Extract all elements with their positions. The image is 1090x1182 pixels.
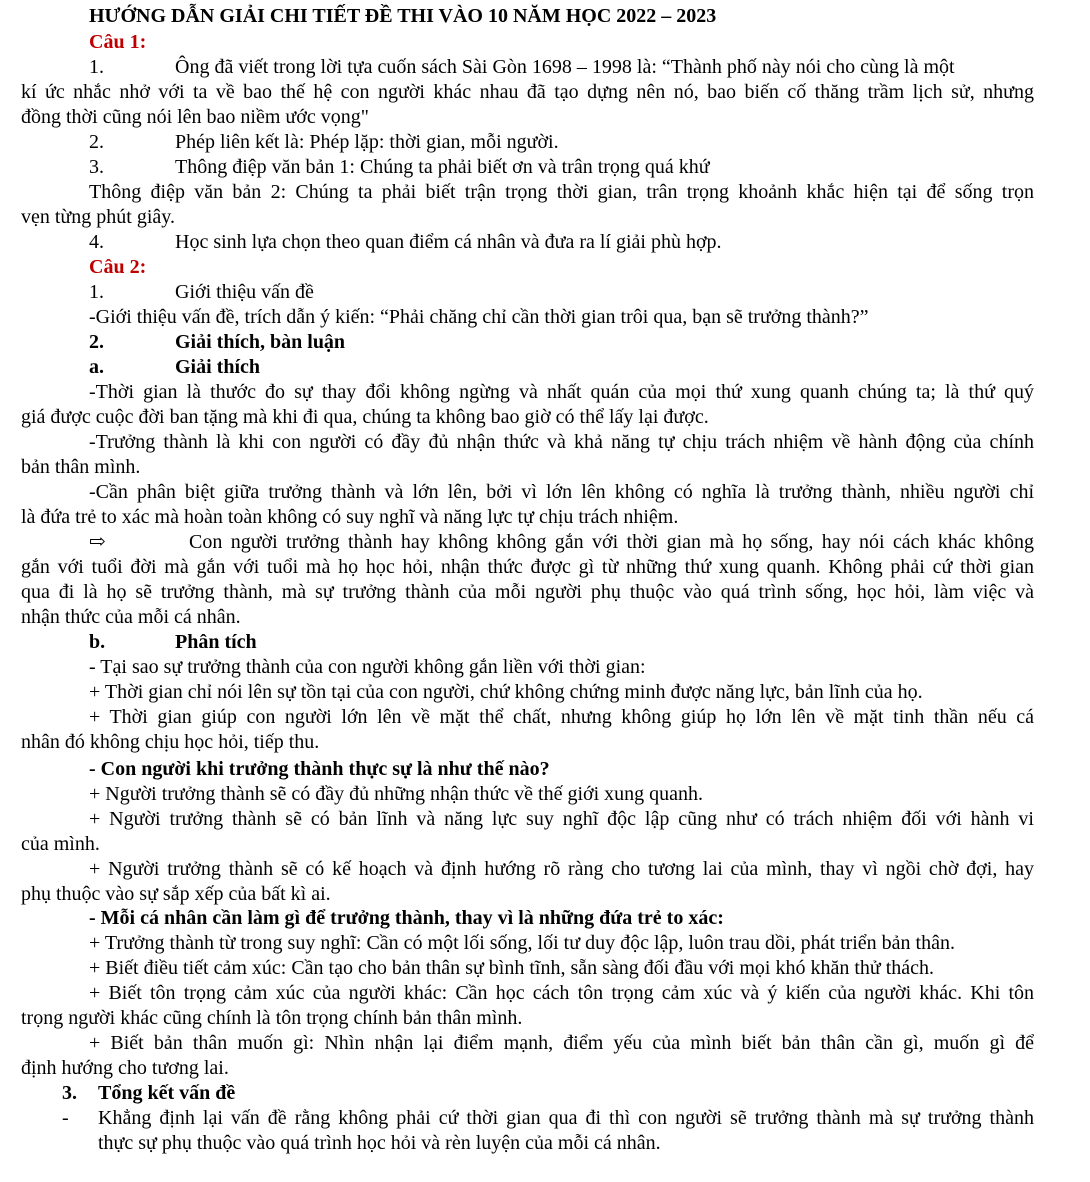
document-title: HƯỚNG DẪN GIẢI CHI TIẾT ĐỀ THI VÀO 10 NĂM HỌC 2022 – 2023: [89, 5, 717, 27]
q2-section-1-text: -Giới thiệu vấn đề, trích dẫn ý kiến: “Phải chăng chỉ cần thời gian trôi qua, bạn sẽ trưởng thành?”: [89, 306, 869, 328]
q2-b3d-line-2: định hướng cho tương lai.: [21, 1057, 229, 1079]
q2-b2c-line-1: + Người trưởng thành sẽ có kế hoạch và định hướng rõ ràng cho tương lai của mình, thay vì ngồi chờ đợi, hay: [89, 858, 1034, 880]
question-1-heading: Câu 1:: [89, 31, 147, 53]
q2-b1b-line-2: nhân đó không chịu học hỏi, tiếp thu.: [21, 731, 320, 753]
q2-s3-line-2: thực sự phụ thuộc vào quá trình học hỏi và rèn luyện của mỗi cá nhân.: [98, 1132, 661, 1154]
q2-subsection-b-title: Phân tích: [175, 631, 257, 653]
q1-item-4-number: 4.: [89, 231, 104, 253]
bullet-dash: -: [62, 1107, 69, 1129]
q2-section-1-title: Giới thiệu vấn đề: [175, 281, 314, 303]
q2-a4-line-3: qua đi là họ sẽ trưởng thành, mà sự trưởng thành của mỗi người phụ thuộc vào quá trình sống, học hỏi, làm việc và: [21, 581, 1034, 603]
q2-b3d-line-1: + Biết bản thân muốn gì: Nhìn nhận lại điểm mạnh, điểm yếu của mình biết bản thân cần gì, muốn gì để: [89, 1032, 1034, 1054]
q2-a1-line-1: -Thời gian là thước đo sự thay đổi không ngừng và nhất quán của mọi thứ xung quanh chúng ta; là thứ quý: [89, 381, 1034, 403]
q2-b3a: + Trưởng thành từ trong suy nghĩ: Cần có một lối sống, lối tư duy độc lập, luôn trau dồi, phát triển bản thân.: [89, 932, 955, 954]
q1-item-1-number: 1.: [89, 56, 104, 78]
q1-item-3b-line-2: vẹn từng phút giây.: [21, 206, 175, 228]
q2-b2: - Con người khi trưởng thành thực sự là như thế nào?: [89, 758, 550, 780]
q2-b3c-line-2: trọng người khác cũng chính là tôn trọng chính bản thân mình.: [21, 1007, 523, 1029]
q2-a4-line-1: Con người trưởng thành hay không không gắn với thời gian mà họ sống, hay nói cách khác không: [189, 531, 1034, 553]
q2-a4-line-4: nhận thức của mỗi cá nhân.: [21, 606, 241, 628]
q2-b1a: + Thời gian chỉ nói lên sự tồn tại của con người, chứ không chứng minh được năng lực, bản lĩnh của họ.: [89, 681, 923, 703]
q2-a2-line-1: -Trưởng thành là khi con người có đầy đủ nhận thức và khả năng tự chịu trách nhiệm về hành động của chính: [89, 431, 1034, 453]
q2-a3-line-2: là đứa trẻ to xác mà hoàn toàn không có suy nghĩ và năng lực tự chịu trách nhiệm.: [21, 506, 679, 528]
q1-item-3-text: Thông điệp văn bản 1: Chúng ta phải biết ơn và trân trọng quá khứ: [175, 156, 710, 178]
q2-subsection-b-letter: b.: [89, 631, 106, 653]
q1-item-2-number: 2.: [89, 131, 104, 153]
q2-b2b-line-1: + Người trưởng thành sẽ có bản lĩnh và năng lực suy nghĩ độc lập cũng như có trách nhiệm đối với hành vi: [89, 808, 1034, 830]
q2-section-1-number: 1.: [89, 281, 104, 303]
q2-subsection-a-title: Giải thích: [175, 356, 261, 378]
q1-item-2-text: Phép liên kết là: Phép lặp: thời gian, mỗi người.: [175, 131, 559, 153]
question-2-heading: Câu 2:: [89, 256, 147, 278]
q2-s3-line-1: Khẳng định lại vấn đề rằng không phải cứ thời gian qua đi thì con người sẽ trưởng thành mà sự trưởng thành: [98, 1107, 1034, 1129]
q2-a3-line-1: -Cần phân biệt giữa trưởng thành và lớn lên, bởi vì lớn lên không có nghĩa là trưởng thành, nhiều người chỉ: [89, 481, 1034, 503]
q2-a4-line-2: gắn với tuổi đời mà gắn với tuổi mà họ học hỏi, nhận thức được gì từ những thứ xung quanh. Không phải cứ thời gian: [21, 556, 1034, 578]
q2-b3c-line-1: + Biết tôn trọng cảm xúc của người khác: Cần học cách tôn trọng cảm xúc và ý kiến của người khác. Khi tôn: [89, 982, 1034, 1004]
q2-b1: - Tại sao sự trưởng thành của con người không gắn liền với thời gian:: [89, 656, 646, 678]
q1-item-3-number: 3.: [89, 156, 104, 178]
q1-item-1-line-3: đồng thời cũng nói lên bao niềm ước vọng": [21, 106, 369, 128]
q2-b3b: + Biết điều tiết cảm xúc: Cần tạo cho bản thân sự bình tĩnh, sẵn sàng đối đầu với mọi khó khăn thử thách.: [89, 957, 935, 979]
q2-a2-line-2: bản thân mình.: [21, 456, 141, 478]
q2-b2b-line-2: của mình.: [21, 833, 100, 855]
q2-b2c-line-2: phụ thuộc vào sự sắp xếp của bất kì ai.: [21, 883, 331, 905]
q2-b2a: + Người trưởng thành sẽ có đầy đủ những nhận thức về thế giới xung quanh.: [89, 783, 704, 805]
q1-item-1-line-2: kí ức nhắc nhở với ta về bao thế hệ con người khác nhau đã tạo dựng nên nó, bao biến cố thăng trầm lịch sử, nhưng: [21, 81, 1034, 103]
q2-section-3-title: Tổng kết vấn đề: [98, 1082, 236, 1104]
q2-section-3-number: 3.: [62, 1082, 77, 1104]
q2-b3: - Mỗi cá nhân cần làm gì để trưởng thành, thay vì là những đứa trẻ to xác:: [89, 907, 724, 929]
q2-section-2-number: 2.: [89, 331, 104, 353]
q1-item-1-line-1: Ông đã viết trong lời tựa cuốn sách Sài Gòn 1698 – 1998 là: “Thành phố này nói cho cùng là một: [175, 56, 955, 78]
q2-subsection-a-letter: a.: [89, 356, 104, 378]
arrow-icon: ⇨: [89, 531, 106, 553]
q1-item-4-text: Học sinh lựa chọn theo quan điểm cá nhân và đưa ra lí giải phù hợp.: [175, 231, 722, 253]
q2-section-2-title: Giải thích, bàn luận: [175, 331, 346, 353]
q1-item-3b-line-1: Thông điệp văn bản 2: Chúng ta phải biết trận trọng thời gian, trân trọng khoảnh khắc hiện tại để sống trọn: [89, 181, 1034, 203]
q2-a1-line-2: giá được cuộc đời ban tặng mà khi đi qua, chúng ta không bao giờ có thể lấy lại được.: [21, 406, 709, 428]
q2-b1b-line-1: + Thời gian giúp con người lớn lên về mặt thể chất, nhưng không giúp họ lớn lên về mặt tinh thần nếu cá: [89, 706, 1034, 728]
